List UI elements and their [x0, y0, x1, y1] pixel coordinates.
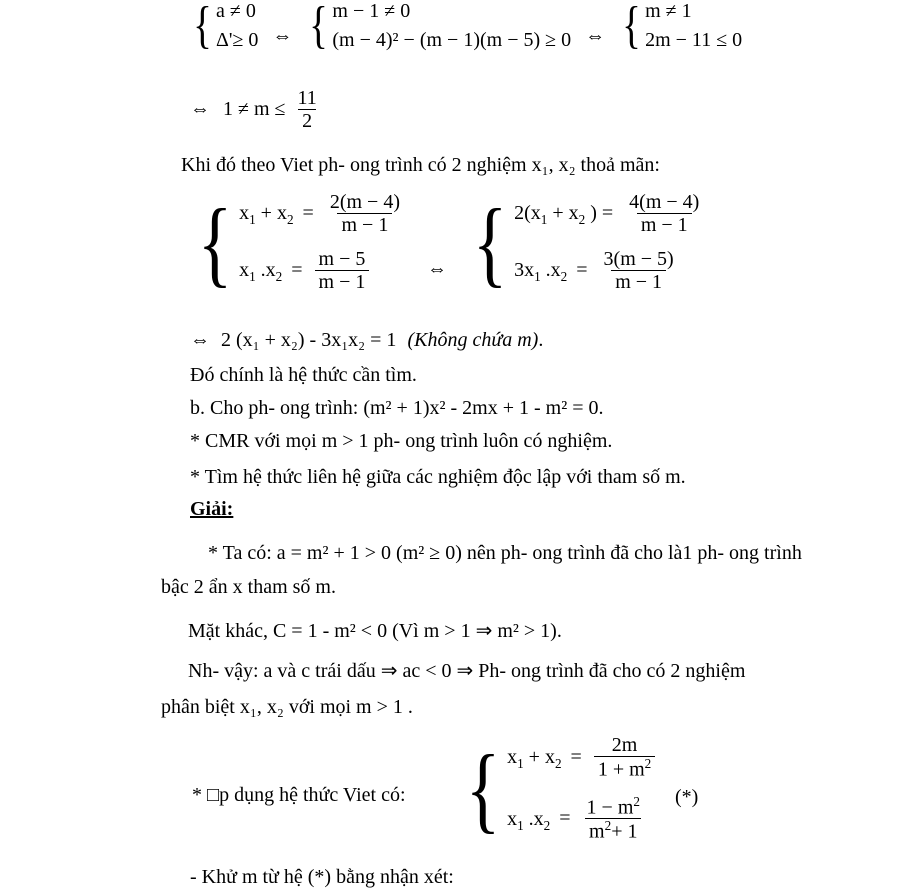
left-brace-icon: { [197, 188, 233, 296]
iff-symbol-5: ⇔ [190, 329, 210, 351]
left-brace-icon: { [622, 0, 641, 55]
viet-right-row-1: $2(x_1 + x_2$ ) = $\frac{4(m - 4)}{m - 1}$ [514, 192, 706, 237]
result-note: (Không chứa m) [407, 329, 539, 351]
left-brace-icon: { [309, 0, 329, 55]
paragraph-sol-1b: bậc 2 ẩn x tham số m. [161, 576, 336, 598]
viet-system-left [192, 188, 407, 296]
viet-system-right [467, 188, 706, 296]
fraction: $\frac{2(m - 4)}{m - 1}$ [329, 191, 400, 236]
equation-line-1 [190, 0, 743, 55]
line2-text: 1 ≠ m ≤ [223, 98, 286, 121]
viet-left-row-1: $x_1 + x_2$ = $\frac{2(m - 4)}{m - 1}$ [239, 192, 407, 237]
equation-result-line: ⇔ 2 (x₁ + x₂) - 3x₁x₂ = 1 (Không chứa m). [190, 329, 544, 351]
apply-row-2: $x_1$ $.x_2$ = $\frac{1 - m^2}{m^2+ 1}$ [507, 796, 658, 844]
paragraph-sol-1: * Ta có: a = m² + 1 > 0 (m² ≥ 0) nên ph- ong trình đã cho là1 ph- ong trình [208, 542, 802, 564]
viet-right-row-2: $3x_1$ $.x_2$ = $\frac{3(m - 5)}{m - 1}$ [514, 249, 706, 294]
left-brace-icon: { [193, 0, 212, 55]
paragraph-last-line: - Khử m từ hệ (*) bằng nhận xét: [190, 866, 454, 888]
equation-viet-systems [192, 188, 706, 296]
system-2-row-2: (m − 4)² − (m − 1)(m − 5) ≥ 0 [332, 29, 572, 51]
heading-solution: Giải: [190, 498, 234, 520]
system-2 [306, 0, 572, 55]
left-brace-icon: { [465, 735, 501, 843]
apply-system [460, 735, 658, 844]
system-1-row-1: a ≠ 0 [215, 0, 256, 22]
viet-left-row-2: $x_1$ $.x_2$ = $\frac{m - 5}{m - 1}$ [239, 249, 407, 294]
fraction: $\frac{1 - m^2}{m^2+ 1}$ [586, 793, 640, 843]
system-3-row-2: 2m − 11 ≤ 0 [645, 29, 743, 51]
label-apply-viet: * □p dụng hệ thức Viet có: [192, 784, 406, 806]
fraction: $\frac{4(m - 4)}{m - 1}$ [629, 191, 700, 236]
iff-symbol-1: ⇔ [272, 25, 293, 48]
fraction-11-2: $\frac{11}{2}$ [297, 87, 317, 132]
left-brace-icon: { [472, 188, 508, 296]
system-3-row-1: m ≠ 1 [645, 0, 692, 22]
fraction: $\frac{m - 5}{m - 1}$ [315, 248, 370, 293]
system-1 [190, 0, 259, 55]
paragraph-star-1: * CMR với mọi m > 1 ph- ong trình luôn có nghiệm. [190, 430, 613, 452]
paragraph-sol-2: Mặt khác, C = 1 - m² < 0 (Vì m > 1 ⇒ m² > 1). [188, 620, 562, 642]
iff-symbol-4: ⇔ [426, 257, 447, 280]
label-star-reference: (*) [675, 786, 699, 808]
apply-row-1: $x_1 + x_2$ = $\frac{2m}{1 + m^2}$ [507, 735, 658, 782]
fraction: $\frac{3(m - 5)}{m - 1}$ [603, 248, 674, 293]
iff-symbol-3: ⇔ [190, 98, 210, 121]
fraction: $\frac{2m}{1 + m^2}$ [594, 734, 655, 781]
paragraph-sol-3b: phân biệt x₁, x₂ với mọi m > 1 . [161, 696, 413, 718]
system-3 [619, 0, 743, 55]
paragraph-item-b: b. Cho ph- ong trình: (m² + 1)x² - 2mx + 1 - m² = 0. [190, 397, 604, 419]
paragraph-conclusion: Đó chính là hệ thức cần tìm. [190, 364, 417, 386]
equation-line-2 [190, 88, 324, 133]
iff-symbol-2: ⇔ [585, 25, 606, 48]
equation-apply-system [460, 735, 658, 844]
paragraph-viet-intro: Khi đó theo Viet ph- ong trình có 2 nghiệm x₁, x₂ thoả mãn: [181, 154, 660, 176]
system-1-row-2: Δ'≥ 0 [215, 29, 259, 51]
paragraph-sol-3: Nh- vậy: a và c trái dấu ⇒ ac < 0 ⇒ Ph- ong trình đã cho có 2 nghiệm [188, 660, 746, 682]
paragraph-star-2: * Tìm hệ thức liên hệ giữa các nghiệm độc lập với tham số m. [190, 466, 686, 488]
system-2-row-1: m − 1 ≠ 0 [332, 0, 411, 22]
result-expression: 2 (x₁ + x₂) - 3x₁x₂ = 1 [221, 329, 397, 351]
